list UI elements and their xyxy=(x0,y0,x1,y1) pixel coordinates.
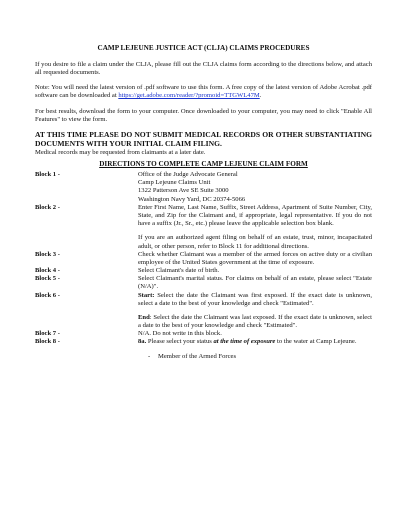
block-6-label: Block 6 - xyxy=(35,291,60,299)
address-line-2: Camp Lejeune Claims Unit xyxy=(138,179,211,187)
bullet-text: Member of the Armed Forces xyxy=(158,352,237,360)
block-5-label: Block 5 - xyxy=(35,275,60,283)
document-title: CAMP LEJEUNE JUSTICE ACT (CLJA) CLAIMS PROCEDURES xyxy=(97,44,310,52)
adobe-reader-link[interactable]: https://get.adobe.com/reader/?promoid=TTGWL47M xyxy=(118,92,260,100)
start-label: Start: xyxy=(138,291,155,299)
block-3-row xyxy=(35,251,372,267)
start-text: Select the date the Claimant was first exposed. If the exact date is unknown, select a date to the best of your knowledge and check "Estimated". xyxy=(138,291,372,307)
block-1-row xyxy=(35,171,372,204)
block-8-text xyxy=(138,338,372,360)
block-2-text xyxy=(138,204,372,251)
block-7-label: Block 7 - xyxy=(35,330,60,338)
block-8-bullet xyxy=(138,353,372,361)
block-5-text: Select Claimant's marital status. For claims on behalf of an estate, please select "Estate (N/A)". xyxy=(138,275,372,291)
block-1-address xyxy=(138,171,372,204)
note-end: . xyxy=(259,92,262,100)
directions-table xyxy=(35,171,372,361)
note-paragraph xyxy=(35,84,372,100)
block-4-text: Select Claimant's date of birth. xyxy=(138,267,220,275)
directions-title: DIRECTIONS TO COMPLETE CAMP LEJEUNE CLAIM FORM xyxy=(99,160,308,169)
address-line-1: Office of the Judge Advocate General xyxy=(138,170,238,178)
block-6-start xyxy=(138,292,372,308)
note-text: Note: You will need the latest version of .pdf software to use this form. A free copy of the latest version of Adobe Acrobat .pdf software can be downloaded at xyxy=(35,84,372,100)
block-7-text: N/A. Do not write in this block. xyxy=(138,330,222,338)
block-2-row xyxy=(35,204,372,251)
block-8a xyxy=(138,338,372,346)
block-6-row xyxy=(35,292,372,331)
best-results-paragraph: For best results, download the form to your computer. Once downloaded to your computer, you may need to click "Enable All Features" to view the form. xyxy=(35,107,372,123)
address-line-4: Washington Navy Yard, DC 20374-5066 xyxy=(138,195,246,203)
block-2-label: Block 2 - xyxy=(35,203,60,211)
block-2-paragraph-2: If you are an authorized agent filing on behalf of an estate, trust, minor, incapacitated adult, or other person, refer to Block 11 for additional directions. xyxy=(138,234,372,250)
end-label: End xyxy=(138,313,150,321)
block-4-label: Block 4 - xyxy=(35,267,60,275)
block-8-row xyxy=(35,338,372,360)
block-1-label: Block 1 - xyxy=(35,170,60,178)
block-4-row xyxy=(35,267,372,275)
block-8a-emphasis: at the time of exposure xyxy=(213,338,276,346)
end-text: : Select the date the Claimant was last exposed. If the exact date is unknown, select a date to the best of your knowledge and check "Estimated". xyxy=(138,313,372,330)
block-8a-text-1: Please select your status xyxy=(146,338,214,346)
intro-paragraph: If you desire to file a claim under the CLJA, please fill out the CLJA claims form according to the directions below, and attach all requested documents. xyxy=(35,60,372,77)
warning-subtext: Medical records may be requested from claimants at a later date. xyxy=(35,148,206,156)
block-2-paragraph-1: Enter First Name, Last Name, Suffix, Street Address, Apartment of Suite Number, City, State, and Zip for the Claimant and, if appropriate, legal representative. If you do not have a suffix (Jr., Sr., etc.) please leave the applicable selection box blank. xyxy=(138,203,372,228)
block-8a-text-2: to the water at Camp Lejeune. xyxy=(275,338,357,346)
block-8a-prefix: 8a. xyxy=(138,338,147,346)
block-6-end xyxy=(138,314,372,330)
bullet-dash: - xyxy=(148,352,151,360)
warning-paragraph: AT THIS TIME PLEASE DO NOT SUBMIT MEDICAL RECORDS OR OTHER SUBSTANTIATING DOCUMENTS WITH YOUR INITIAL CLAIM FILING. xyxy=(35,129,372,148)
block-3-label: Block 3 - xyxy=(35,250,60,258)
address-line-3: 1322 Patterson Ave SE Suite 3000 xyxy=(138,187,229,195)
block-8-label: Block 8 - xyxy=(35,338,60,346)
block-3-text: Check whether Claimant was a member of the armed forces on active duty or a civilian employee of the United States government at the time of exposure. xyxy=(138,250,372,266)
block-5-row xyxy=(35,275,372,291)
block-7-row xyxy=(35,330,372,338)
block-6-text xyxy=(138,292,372,331)
